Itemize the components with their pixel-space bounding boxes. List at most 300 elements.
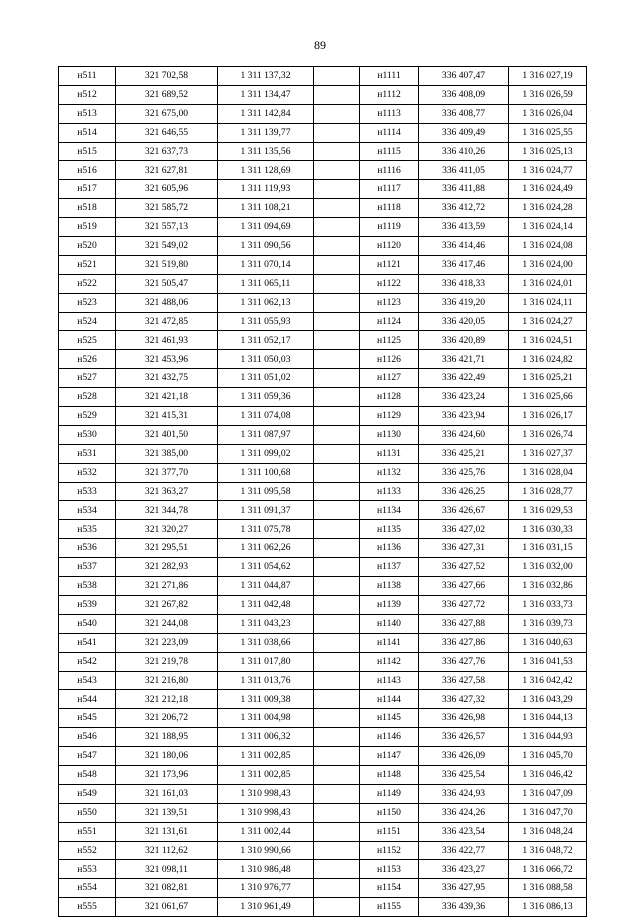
left-x-coordinate: 321 320,27 [116,520,218,539]
right-x-coordinate: 336 408,77 [419,104,509,123]
right-x-coordinate: 336 423,27 [419,860,509,879]
right-point-id: н1116 [360,161,419,180]
left-point-id: н544 [59,690,116,709]
left-y-coordinate: 1 310 961,49 [218,898,314,917]
left-point-id: н532 [59,463,116,482]
right-x-coordinate: 336 420,89 [419,331,509,350]
left-x-coordinate: 321 415,31 [116,407,218,426]
right-y-coordinate: 1 316 024,27 [509,312,587,331]
left-point-id: н535 [59,520,116,539]
right-point-id: н1120 [360,237,419,256]
left-x-coordinate: 321 421,18 [116,388,218,407]
right-point-id: н1155 [360,898,419,917]
separator-cell [314,255,360,274]
table-row [59,690,587,709]
left-point-id: н547 [59,747,116,766]
right-x-coordinate: 336 427,58 [419,671,509,690]
left-point-id: н549 [59,784,116,803]
right-y-coordinate: 1 316 029,53 [509,501,587,520]
separator-cell [314,312,360,331]
right-x-coordinate: 336 414,46 [419,237,509,256]
right-point-id: н1146 [360,728,419,747]
right-x-coordinate: 336 427,52 [419,558,509,577]
left-y-coordinate: 1 311 094,69 [218,218,314,237]
table-row [59,331,587,350]
right-point-id: н1144 [360,690,419,709]
right-point-id: н1119 [360,218,419,237]
left-point-id: н538 [59,577,116,596]
right-y-coordinate: 1 316 024,08 [509,237,587,256]
separator-cell [314,85,360,104]
right-y-coordinate: 1 316 045,70 [509,747,587,766]
separator-cell [314,595,360,614]
right-y-coordinate: 1 316 032,00 [509,558,587,577]
table-row [59,199,587,218]
right-y-coordinate: 1 316 026,17 [509,407,587,426]
table-row [59,501,587,520]
left-point-id: н511 [59,67,116,86]
table-row [59,520,587,539]
separator-cell [314,784,360,803]
left-x-coordinate: 321 627,81 [116,161,218,180]
left-x-coordinate: 321 216,80 [116,671,218,690]
left-y-coordinate: 1 311 044,87 [218,577,314,596]
left-x-coordinate: 321 267,82 [116,595,218,614]
left-y-coordinate: 1 310 976,77 [218,879,314,898]
left-x-coordinate: 321 206,72 [116,709,218,728]
left-x-coordinate: 321 112,62 [116,841,218,860]
table-row [59,312,587,331]
table-row [59,425,587,444]
right-x-coordinate: 336 413,59 [419,218,509,237]
left-point-id: н529 [59,407,116,426]
left-y-coordinate: 1 311 042,48 [218,595,314,614]
right-point-id: н1115 [360,142,419,161]
coordinates-table [58,66,587,917]
left-point-id: н553 [59,860,116,879]
separator-cell [314,652,360,671]
right-y-coordinate: 1 316 027,37 [509,444,587,463]
left-y-coordinate: 1 311 128,69 [218,161,314,180]
separator-cell [314,388,360,407]
right-y-coordinate: 1 316 024,00 [509,255,587,274]
left-y-coordinate: 1 311 002,44 [218,822,314,841]
table-row [59,652,587,671]
right-x-coordinate: 336 424,26 [419,803,509,822]
right-x-coordinate: 336 439,36 [419,898,509,917]
left-x-coordinate: 321 605,96 [116,180,218,199]
right-point-id: н1112 [360,85,419,104]
left-y-coordinate: 1 311 139,77 [218,123,314,142]
right-y-coordinate: 1 316 043,29 [509,690,587,709]
separator-cell [314,558,360,577]
separator-cell [314,841,360,860]
left-y-coordinate: 1 310 998,43 [218,784,314,803]
separator-cell [314,520,360,539]
right-point-id: н1145 [360,709,419,728]
left-point-id: н526 [59,350,116,369]
left-x-coordinate: 321 295,51 [116,539,218,558]
left-x-coordinate: 321 131,61 [116,822,218,841]
left-y-coordinate: 1 311 119,93 [218,180,314,199]
left-point-id: н539 [59,595,116,614]
separator-cell [314,539,360,558]
left-point-id: н521 [59,255,116,274]
separator-cell [314,577,360,596]
left-x-coordinate: 321 675,00 [116,104,218,123]
table-row [59,142,587,161]
right-y-coordinate: 1 316 044,93 [509,728,587,747]
left-y-coordinate: 1 311 050,03 [218,350,314,369]
right-x-coordinate: 336 419,20 [419,293,509,312]
table-row [59,784,587,803]
left-point-id: н530 [59,425,116,444]
left-point-id: н550 [59,803,116,822]
right-x-coordinate: 336 427,88 [419,614,509,633]
left-x-coordinate: 321 188,95 [116,728,218,747]
separator-cell [314,765,360,784]
left-x-coordinate: 321 180,06 [116,747,218,766]
left-point-id: н540 [59,614,116,633]
right-point-id: н1126 [360,350,419,369]
table-row [59,898,587,917]
left-y-coordinate: 1 311 059,36 [218,388,314,407]
coordinates-table-body [59,67,587,917]
left-x-coordinate: 321 472,85 [116,312,218,331]
right-point-id: н1154 [360,879,419,898]
right-x-coordinate: 336 408,09 [419,85,509,104]
separator-cell [314,293,360,312]
left-point-id: н523 [59,293,116,312]
right-x-coordinate: 336 427,66 [419,577,509,596]
right-y-coordinate: 1 316 024,49 [509,180,587,199]
right-y-coordinate: 1 316 027,19 [509,67,587,86]
left-y-coordinate: 1 311 002,85 [218,765,314,784]
right-y-coordinate: 1 316 024,28 [509,199,587,218]
left-y-coordinate: 1 311 065,11 [218,274,314,293]
right-y-coordinate: 1 316 086,13 [509,898,587,917]
left-x-coordinate: 321 139,51 [116,803,218,822]
left-y-coordinate: 1 311 004,98 [218,709,314,728]
right-y-coordinate: 1 316 044,13 [509,709,587,728]
right-point-id: н1138 [360,577,419,596]
left-x-coordinate: 321 549,02 [116,237,218,256]
right-y-coordinate: 1 316 024,01 [509,274,587,293]
separator-cell [314,860,360,879]
left-y-coordinate: 1 311 017,80 [218,652,314,671]
left-point-id: н515 [59,142,116,161]
page-number: 89 [314,38,326,52]
table-row [59,803,587,822]
left-y-coordinate: 1 311 013,76 [218,671,314,690]
right-point-id: н1121 [360,255,419,274]
left-point-id: н548 [59,765,116,784]
table-row [59,879,587,898]
separator-cell [314,180,360,199]
right-y-coordinate: 1 316 032,86 [509,577,587,596]
left-x-coordinate: 321 377,70 [116,463,218,482]
left-y-coordinate: 1 311 137,32 [218,67,314,86]
separator-cell [314,444,360,463]
right-x-coordinate: 336 410,26 [419,142,509,161]
right-point-id: н1152 [360,841,419,860]
left-x-coordinate: 321 219,78 [116,652,218,671]
table-row [59,218,587,237]
left-y-coordinate: 1 310 990,66 [218,841,314,860]
table-row [59,180,587,199]
right-point-id: н1153 [360,860,419,879]
right-point-id: н1130 [360,425,419,444]
separator-cell [314,747,360,766]
separator-cell [314,67,360,86]
left-y-coordinate: 1 310 998,43 [218,803,314,822]
left-x-coordinate: 321 557,13 [116,218,218,237]
separator-cell [314,501,360,520]
left-point-id: н528 [59,388,116,407]
right-y-coordinate: 1 316 024,51 [509,331,587,350]
left-y-coordinate: 1 311 002,85 [218,747,314,766]
left-point-id: н520 [59,237,116,256]
left-y-coordinate: 1 311 090,56 [218,237,314,256]
left-y-coordinate: 1 311 055,93 [218,312,314,331]
left-x-coordinate: 321 282,93 [116,558,218,577]
right-x-coordinate: 336 421,71 [419,350,509,369]
left-x-coordinate: 321 689,52 [116,85,218,104]
separator-cell [314,879,360,898]
left-y-coordinate: 1 311 051,02 [218,369,314,388]
right-x-coordinate: 336 422,49 [419,369,509,388]
right-y-coordinate: 1 316 088,58 [509,879,587,898]
right-y-coordinate: 1 316 031,15 [509,539,587,558]
right-point-id: н1141 [360,633,419,652]
left-point-id: н545 [59,709,116,728]
right-point-id: н1122 [360,274,419,293]
right-point-id: н1139 [360,595,419,614]
right-x-coordinate: 336 427,31 [419,539,509,558]
right-point-id: н1111 [360,67,419,86]
right-y-coordinate: 1 316 040,63 [509,633,587,652]
left-y-coordinate: 1 311 009,38 [218,690,314,709]
left-y-coordinate: 1 311 095,58 [218,482,314,501]
right-x-coordinate: 336 426,98 [419,709,509,728]
right-point-id: н1136 [360,539,419,558]
right-x-coordinate: 336 423,54 [419,822,509,841]
left-x-coordinate: 321 702,58 [116,67,218,86]
right-y-coordinate: 1 316 024,14 [509,218,587,237]
right-y-coordinate: 1 316 033,73 [509,595,587,614]
right-x-coordinate: 336 423,94 [419,407,509,426]
left-point-id: н551 [59,822,116,841]
right-point-id: н1118 [360,199,419,218]
right-point-id: н1142 [360,652,419,671]
table-row [59,237,587,256]
right-y-coordinate: 1 316 039,73 [509,614,587,633]
right-point-id: н1143 [360,671,419,690]
right-point-id: н1128 [360,388,419,407]
left-x-coordinate: 321 344,78 [116,501,218,520]
left-y-coordinate: 1 311 142,84 [218,104,314,123]
left-x-coordinate: 321 432,75 [116,369,218,388]
table-row [59,747,587,766]
right-point-id: н1148 [360,765,419,784]
left-y-coordinate: 1 311 038,66 [218,633,314,652]
separator-cell [314,407,360,426]
right-point-id: н1150 [360,803,419,822]
right-y-coordinate: 1 316 026,04 [509,104,587,123]
right-y-coordinate: 1 316 025,21 [509,369,587,388]
left-y-coordinate: 1 311 099,02 [218,444,314,463]
table-row [59,161,587,180]
right-y-coordinate: 1 316 025,55 [509,123,587,142]
left-x-coordinate: 321 385,00 [116,444,218,463]
left-x-coordinate: 321 453,96 [116,350,218,369]
separator-cell [314,218,360,237]
left-x-coordinate: 321 519,80 [116,255,218,274]
left-y-coordinate: 1 311 134,47 [218,85,314,104]
separator-cell [314,425,360,444]
left-x-coordinate: 321 637,73 [116,142,218,161]
left-x-coordinate: 321 505,47 [116,274,218,293]
left-y-coordinate: 1 311 087,97 [218,425,314,444]
separator-cell [314,803,360,822]
separator-cell [314,671,360,690]
left-point-id: н543 [59,671,116,690]
left-point-id: н518 [59,199,116,218]
left-x-coordinate: 321 461,93 [116,331,218,350]
right-x-coordinate: 336 407,47 [419,67,509,86]
left-y-coordinate: 1 310 986,48 [218,860,314,879]
right-y-coordinate: 1 316 030,33 [509,520,587,539]
table-row [59,463,587,482]
table-row [59,104,587,123]
right-y-coordinate: 1 316 042,42 [509,671,587,690]
right-x-coordinate: 336 425,54 [419,765,509,784]
left-y-coordinate: 1 311 062,13 [218,293,314,312]
right-x-coordinate: 336 424,60 [419,425,509,444]
left-y-coordinate: 1 311 054,62 [218,558,314,577]
right-x-coordinate: 336 418,33 [419,274,509,293]
table-row [59,369,587,388]
right-y-coordinate: 1 316 066,72 [509,860,587,879]
table-row [59,558,587,577]
right-x-coordinate: 336 427,02 [419,520,509,539]
left-y-coordinate: 1 311 091,37 [218,501,314,520]
right-x-coordinate: 336 427,72 [419,595,509,614]
left-point-id: н527 [59,369,116,388]
left-point-id: н525 [59,331,116,350]
left-x-coordinate: 321 173,96 [116,765,218,784]
left-point-id: н512 [59,85,116,104]
table-row [59,595,587,614]
table-row [59,293,587,312]
right-y-coordinate: 1 316 025,13 [509,142,587,161]
right-point-id: н1131 [360,444,419,463]
left-y-coordinate: 1 311 075,78 [218,520,314,539]
left-point-id: н516 [59,161,116,180]
left-point-id: н524 [59,312,116,331]
table-row [59,85,587,104]
right-point-id: н1147 [360,747,419,766]
right-y-coordinate: 1 316 047,09 [509,784,587,803]
right-point-id: н1124 [360,312,419,331]
left-point-id: н537 [59,558,116,577]
right-y-coordinate: 1 316 041,53 [509,652,587,671]
left-point-id: н552 [59,841,116,860]
left-x-coordinate: 321 212,18 [116,690,218,709]
separator-cell [314,709,360,728]
right-x-coordinate: 336 425,21 [419,444,509,463]
table-row [59,67,587,86]
left-x-coordinate: 321 082,81 [116,879,218,898]
right-x-coordinate: 336 422,77 [419,841,509,860]
right-x-coordinate: 336 420,05 [419,312,509,331]
table-row [59,577,587,596]
right-x-coordinate: 336 411,05 [419,161,509,180]
right-point-id: н1135 [360,520,419,539]
left-point-id: н554 [59,879,116,898]
left-y-coordinate: 1 311 100,68 [218,463,314,482]
right-y-coordinate: 1 316 028,04 [509,463,587,482]
right-point-id: н1137 [360,558,419,577]
right-x-coordinate: 336 427,95 [419,879,509,898]
separator-cell [314,728,360,747]
right-y-coordinate: 1 316 046,42 [509,765,587,784]
right-point-id: н1123 [360,293,419,312]
separator-cell [314,237,360,256]
right-y-coordinate: 1 316 024,82 [509,350,587,369]
left-y-coordinate: 1 311 043,23 [218,614,314,633]
right-x-coordinate: 336 412,72 [419,199,509,218]
table-row [59,822,587,841]
table-row [59,614,587,633]
right-point-id: н1114 [360,123,419,142]
separator-cell [314,369,360,388]
right-y-coordinate: 1 316 025,66 [509,388,587,407]
left-x-coordinate: 321 401,50 [116,425,218,444]
separator-cell [314,482,360,501]
left-x-coordinate: 321 271,86 [116,577,218,596]
right-y-coordinate: 1 316 026,74 [509,425,587,444]
separator-cell [314,614,360,633]
table-row [59,350,587,369]
right-x-coordinate: 336 423,24 [419,388,509,407]
table-row [59,633,587,652]
right-point-id: н1151 [360,822,419,841]
table-row [59,274,587,293]
separator-cell [314,350,360,369]
right-point-id: н1117 [360,180,419,199]
separator-cell [314,822,360,841]
left-x-coordinate: 321 061,67 [116,898,218,917]
left-point-id: н533 [59,482,116,501]
right-x-coordinate: 336 425,76 [419,463,509,482]
right-x-coordinate: 336 417,46 [419,255,509,274]
right-point-id: н1132 [360,463,419,482]
table-row [59,841,587,860]
table-row [59,482,587,501]
table-row [59,671,587,690]
left-x-coordinate: 321 363,27 [116,482,218,501]
left-y-coordinate: 1 311 135,56 [218,142,314,161]
table-row [59,407,587,426]
table-row [59,860,587,879]
right-x-coordinate: 336 426,67 [419,501,509,520]
separator-cell [314,898,360,917]
separator-cell [314,274,360,293]
right-x-coordinate: 336 426,25 [419,482,509,501]
right-y-coordinate: 1 316 024,11 [509,293,587,312]
left-y-coordinate: 1 311 070,14 [218,255,314,274]
